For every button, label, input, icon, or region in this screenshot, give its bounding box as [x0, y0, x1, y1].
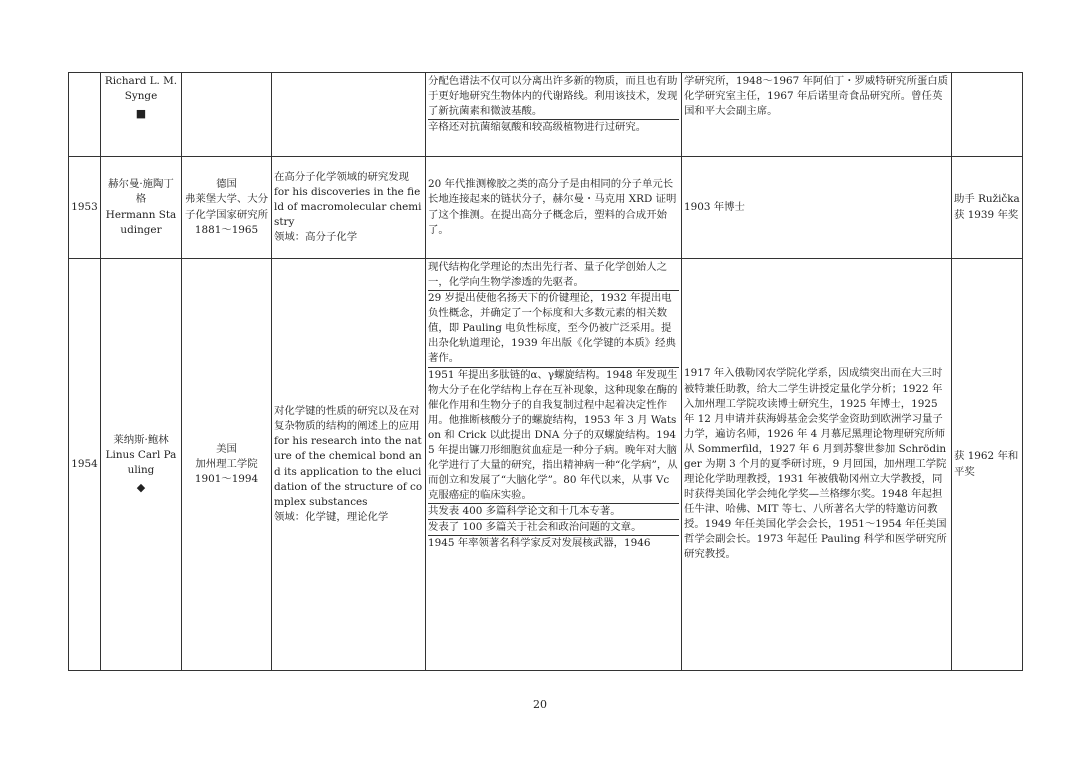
reason-cell: [272, 259, 426, 671]
career-text: 1917 年入俄勒冈农学院化学系，因成绩突出而在大三时被特兼任助教，给大二学生讲授定量化学分析；1922 年入加州理工学院攻读博士研究生，1925 年博士，1925 年 12 月申请并获海姆基金会奖学金资助到欧洲学习量子力学，遍访名师，1926 年 4 月慕尼黑理论物理研究所师从 Sommerfild，1927 年 6 月到苏黎世参加 Schrödinger 为期 3 个月的夏季研讨班，9 月回国，加州理工学院理论化学助理教授，1931 年被俄勒冈州立大学教授，同时获得美国化学会纯化学奖—兰格缪尔奖。1948 年起担任牛津、哈佛、MIT 等七、八所著名大学的特邀访问教授。1949 年任美国化学会会长，1951～1954 年任美国哲学会副会长。1973 年起任 Pauling 科学和医学研究所研究教授。: [684, 367, 947, 561]
reason-en: for his research into the nature of the chemical bond and its application to the elucidation of the structure of complex substances: [274, 435, 423, 508]
laureate-name-en: Richard L. M. Synge: [104, 75, 178, 103]
contribution-paragraph: 29 岁提出使他名扬天下的价键理论，1932 年提出电负性概念，并确定了一个标度和大多数元素的相关数值，即 Pauling 电负性标度，至今仍被广泛采用。提出杂化轨道理论，1939 年出版《化学键的本质》经典著作。: [428, 291, 679, 367]
laureate-cell: [101, 157, 182, 259]
laureate-cell: [101, 259, 182, 671]
reason-en: for his discoveries in the field of macromolecular chemistry: [274, 185, 422, 229]
diamond-marker-icon: ◆: [136, 481, 146, 495]
career-text: 学研究所，1948～1967 年阿伯丁・罗威特研究所蛋白质化学研究室主任，1967 年后诺里奇食品研究所。曾任英国和平大会副主席。: [684, 75, 948, 118]
institution-country: 德国: [216, 178, 237, 191]
contribution-paragraph: 分配色谱法不仅可以分离出许多新的物质，而且也有助于更好地研究生物体内的代谢路线。利用该技术，发现了新抗菌素和微波基酸。: [428, 74, 679, 120]
year-cell: [69, 259, 101, 671]
year-text: 1954: [71, 457, 98, 470]
institution-country: 美国: [216, 442, 237, 455]
note-cell: [952, 157, 1023, 259]
career-cell: [682, 73, 952, 157]
field-text: 领域：高分子化学: [274, 231, 358, 244]
reason-cn: 对化学键的性质的研究以及在对复杂物质的结构的阐述上的应用: [274, 405, 420, 433]
institution-name: 加州理工学院: [195, 457, 258, 470]
field-text: 领域：化学键，理论化学: [274, 510, 389, 523]
contribution-paragraph: 现代结构化学理论的杰出先行者、量子化学创始人之一，化学向生物学渗透的先驱者。: [428, 260, 679, 291]
note-text: 获 1962 年和平奖: [954, 450, 1019, 478]
institution-cell: [182, 73, 272, 157]
page-number: 20: [533, 698, 547, 711]
institution-cell: [182, 259, 272, 671]
contribution-cell: [426, 259, 682, 671]
lifespan: 1901～1994: [194, 473, 259, 486]
lifespan: 1881～1965: [194, 223, 259, 236]
table-row: [69, 73, 1023, 157]
laureate-cell: [101, 73, 182, 157]
contribution-paragraph: 1951 年提出多肽链的α、γ螺旋结构。1948 年发现生物大分子在化学结构上存在互补现象，这种现象在酶的催化作用和生物分子的自我复制过程中起着决定性作用。他推断核酸分子的螺旋结构，1953 年 3 月 Watson 和 Crick 以此提出 DNA 分子的双螺旋结构。1945 年提出镰刀形细胞贫血症是一种分子病。晚年对大脑化学进行了大量的研究，指出精神病一种“化学病”，从而创立和发展了“大脑化学”。80 年代以来，从事 Vc 克服癌症的临床实验。: [428, 368, 679, 505]
contribution-paragraph: 1945 年率领著名科学家反对发展核武器，1946: [428, 537, 651, 550]
contribution-cell: [426, 157, 682, 259]
square-marker-icon: ■: [135, 107, 147, 121]
contribution-paragraph: 辛格还对抗菌缩氨酸和较高级植物进行过研究。: [428, 121, 647, 134]
institution-name: 弗莱堡大学、大分子化学国家研究所: [184, 193, 269, 221]
laureate-name-en: Hermann Staudinger: [105, 208, 177, 236]
table-row: [69, 259, 1023, 671]
laureate-name-cn: 莱纳斯·鲍林: [113, 433, 169, 446]
institution-cell: [182, 157, 272, 259]
career-text: 1903 年博士: [684, 200, 745, 213]
reason-cell: [272, 73, 426, 157]
table-row: [69, 157, 1023, 259]
contribution-paragraph: 20 年代推测橡胶之类的高分子是由相同的分子单元长长地连接起来的链状分子，赫尔曼・马克用 XRD 证明了这个推测。在提出高分子概念后，塑料的合成开始了。: [428, 178, 677, 236]
year-cell: [69, 157, 101, 259]
laureate-name-en: Linus Carl Pauling: [105, 448, 177, 477]
note-cell: [952, 259, 1023, 671]
note-cell: [952, 73, 1023, 157]
laureate-name-cn: 赫尔曼·施陶丁格: [108, 178, 174, 206]
career-cell: [682, 157, 952, 259]
year-cell: [69, 73, 101, 157]
contribution-paragraph: 发表了 100 多篇关于社会和政治问题的文章。: [428, 520, 679, 536]
contribution-paragraph: 共发表 400 多篇科学论文和十几本专著。: [428, 504, 679, 520]
reason-cn: 在高分子化学领域的研究发现: [274, 170, 410, 183]
note-text: 助手 Ružička 获 1939 年奖: [954, 193, 1020, 221]
laureate-table: [68, 72, 1023, 671]
career-cell: [682, 259, 952, 671]
year-text: 1953: [71, 200, 98, 213]
reason-cell: [272, 157, 426, 259]
contribution-cell: [426, 73, 682, 157]
